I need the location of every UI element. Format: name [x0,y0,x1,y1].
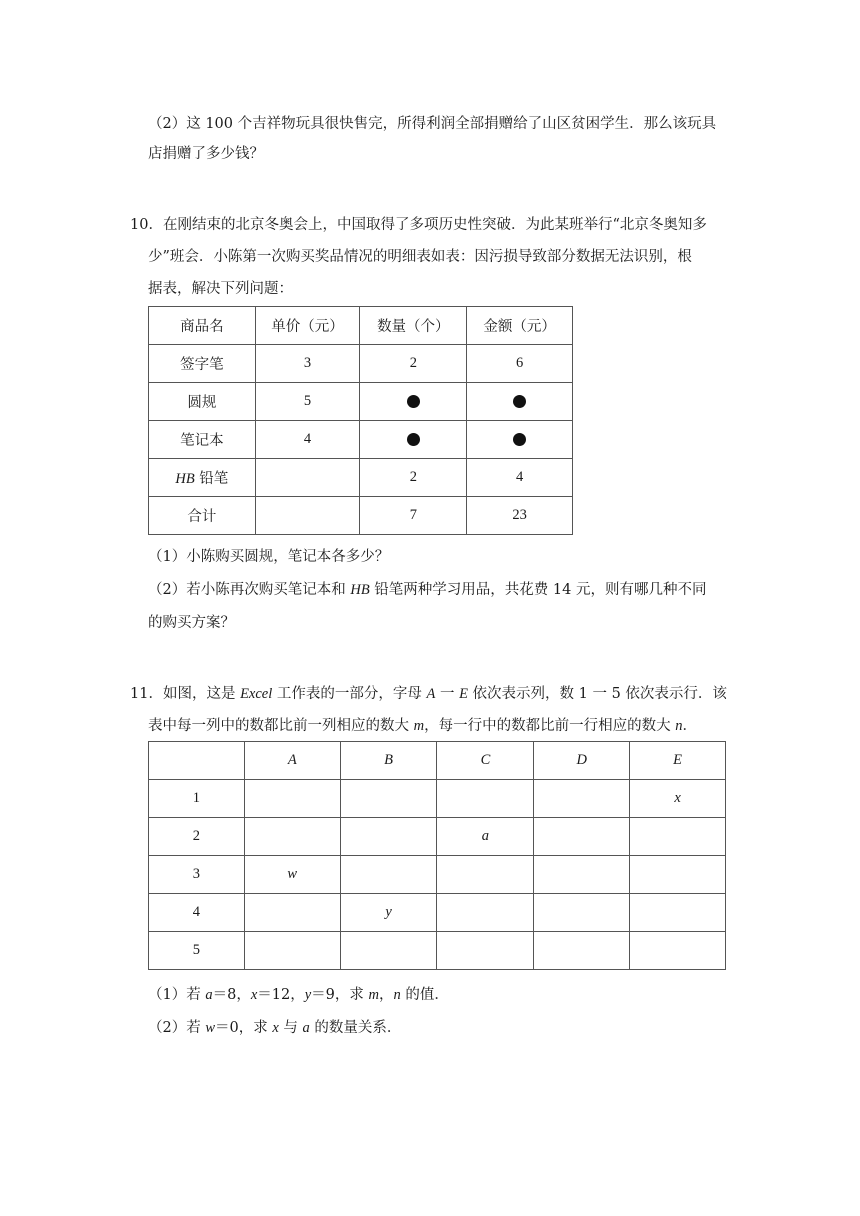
table-cell: y [340,894,437,932]
table-cell [630,894,726,932]
table-row [149,383,573,421]
table-cell: 4 [255,421,360,459]
table-cell: 合计 [149,497,256,535]
table-header-row [149,742,726,780]
smudged-cell [467,421,573,459]
table-cell: 笔记本 [149,421,256,459]
table-cell: 2 [360,459,467,497]
table-cell [534,932,630,970]
smudged-cell [360,421,467,459]
table-cell: x [630,780,726,818]
table-row [149,856,726,894]
table-cell [340,780,437,818]
table-cell: 5 [255,383,360,421]
q9-part2-line1: （2）这 100 个吉祥物玩具很快售完，所得利润全部捐赠给了山区贫困学生．那么该玩具 [148,116,717,132]
header-cell: 商品名 [149,307,256,345]
table-cell [437,856,534,894]
row-number-cell: 1 [149,780,245,818]
table-cell [534,780,630,818]
table-cell [340,932,437,970]
table-cell [340,856,437,894]
table-cell [340,818,437,856]
table-row [149,459,573,497]
table-row [149,894,726,932]
table-cell [437,780,534,818]
q10-part1: （1）小陈购买圆规，笔记本各多少？ [148,549,390,565]
table-cell [534,894,630,932]
q11-part2: （2）若 w＝0，求 x 与 a 的数量关系． [148,1020,402,1036]
table-cell [244,780,340,818]
row-number-cell: 5 [149,932,245,970]
smudge-dot-icon [407,395,420,408]
q10-stem-line3: 据表，解决下列问题： [148,281,293,297]
table-row [149,345,573,383]
header-cell: D [534,742,630,780]
q9-part2-line2: 店捐赠了多少钱？ [148,146,264,162]
header-cell: B [340,742,437,780]
row-number-cell: 3 [149,856,245,894]
table-cell [255,459,360,497]
smudged-cell [467,383,573,421]
table-row [149,421,573,459]
table-cell: 6 [467,345,573,383]
table-cell [437,932,534,970]
smudged-cell [360,383,467,421]
table-cell: 2 [360,345,467,383]
table-cell [630,818,726,856]
row-number-cell: 4 [149,894,245,932]
table-cell: 签字笔 [149,345,256,383]
table-cell [255,497,360,535]
smudge-dot-icon [513,395,526,408]
table-cell: 4 [467,459,573,497]
table-cell [534,856,630,894]
header-cell: E [630,742,726,780]
table-row [149,497,573,535]
table-header-row [149,307,573,345]
table-cell [630,856,726,894]
row-number-cell: 2 [149,818,245,856]
q11-part1: （1）若 a＝8，x＝12，y＝9，求 m，n 的值． [148,987,449,1003]
table-cell: 3 [255,345,360,383]
table-cell: w [244,856,340,894]
q10-stem-line2: 少”班会．小陈第一次购买奖品情况的明细表如表：因污损导致部分数据无法识别，根 [148,249,692,265]
table-row [149,818,726,856]
table-cell [630,932,726,970]
table-cell [534,818,630,856]
q10-stem-line1: 10．在刚结束的北京冬奥会上，中国取得了多项历史性突破．为此某班举行“北京冬奥知多 [130,217,707,233]
q10-part2-line2: 的购买方案？ [148,615,235,631]
table-cell [437,894,534,932]
q11-stem-line2: 表中每一列中的数都比前一列相应的数大 m，每一行中的数都比前一行相应的数大 n． [148,718,697,734]
header-cell: 数量（个） [360,307,467,345]
table-row [149,780,726,818]
header-cell: 单价（元） [255,307,360,345]
q11-stem-line1: 11．如图，这是 Excel 工作表的一部分，字母 A 一 E 依次表示列，数 1 一 5 依次表示行．该 [130,686,727,702]
table-cell: 7 [360,497,467,535]
table-cell: a [437,818,534,856]
q10-purchase-table [148,306,573,535]
header-cell: A [244,742,340,780]
smudge-dot-icon [407,433,420,446]
table-cell: 圆规 [149,383,256,421]
table-cell: 23 [467,497,573,535]
header-cell: 金额（元） [467,307,573,345]
smudge-dot-icon [513,433,526,446]
q11-excel-table [148,741,726,970]
table-row [149,932,726,970]
table-cell [244,932,340,970]
header-cell [149,742,245,780]
table-cell [244,818,340,856]
table-cell: HB 铅笔 [149,459,256,497]
header-cell: C [437,742,534,780]
q10-part2-line1: （2）若小陈再次购买笔记本和 HB 铅笔两种学习用品，共花费 14 元，则有哪几种不同 [148,582,707,598]
table-cell [244,894,340,932]
